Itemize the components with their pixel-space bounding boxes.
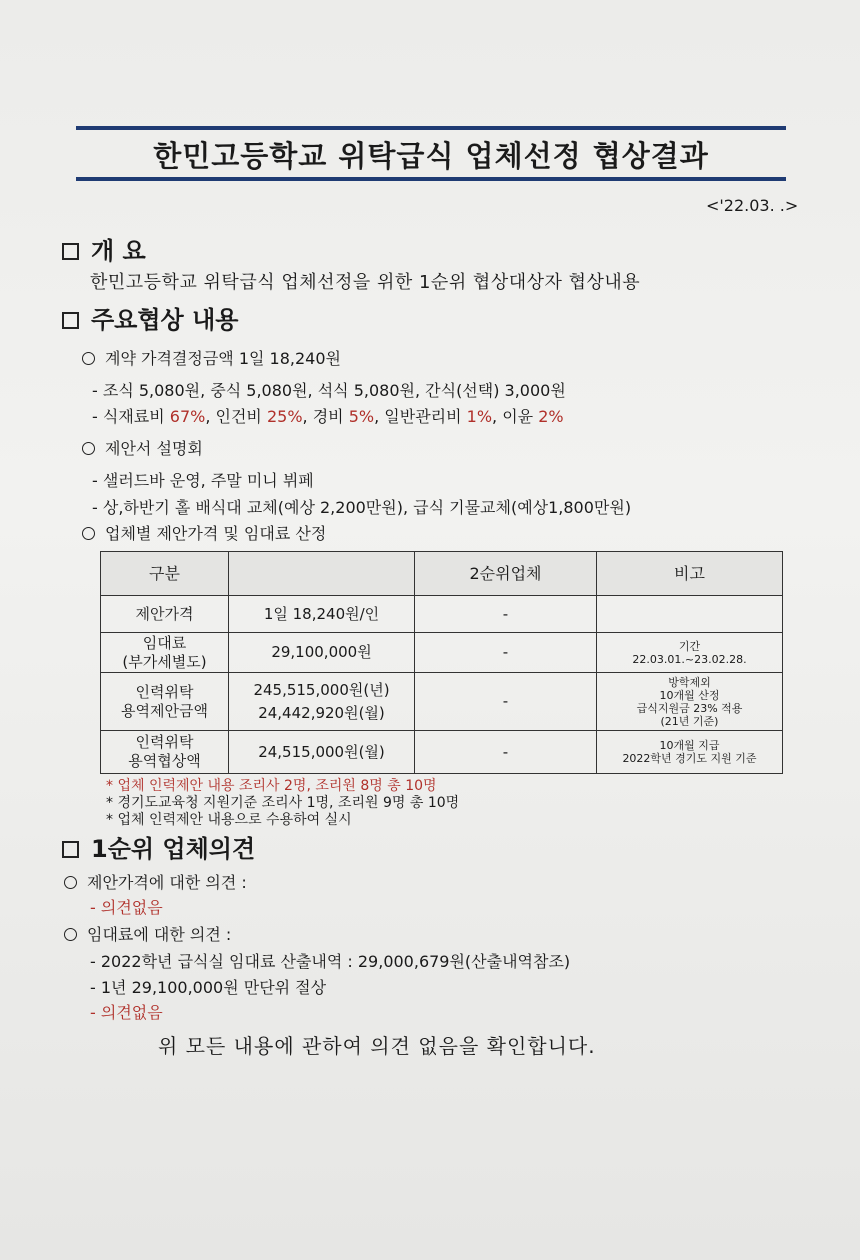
circle-bullet-icon bbox=[82, 352, 95, 365]
circle-bullet-icon bbox=[82, 442, 95, 455]
staff-note-vendor: * 업체 인력제안 내용 조리사 2명, 조리원 8명 총 10명 bbox=[106, 778, 437, 794]
row-value bbox=[229, 673, 415, 731]
cost-ratio-line bbox=[92, 404, 564, 427]
table-row bbox=[101, 596, 783, 633]
row-category bbox=[101, 633, 229, 673]
header-category: 구분 bbox=[101, 552, 229, 596]
row-second-vendor: - bbox=[415, 731, 597, 774]
contract-item bbox=[82, 346, 341, 369]
price-opinion-answer: - 의견없음 bbox=[90, 898, 163, 917]
contract-label: 계약 가격결정금액 1일 18,240원 bbox=[105, 349, 341, 368]
remark-line1: 기간 bbox=[678, 639, 701, 653]
row-value: 1일 18,240원/인 bbox=[229, 596, 415, 633]
rent-opinion-item bbox=[64, 922, 231, 945]
remark-line2: 10개월 산정 bbox=[659, 688, 720, 702]
labor-cost-pct: 25% bbox=[266, 407, 303, 426]
row-second-vendor: - bbox=[415, 596, 597, 633]
main-heading-text: 주요협상 내용 bbox=[91, 306, 239, 334]
admin-label: , 일반관리비 bbox=[374, 407, 467, 426]
row-category-line2: (부가세별도) bbox=[122, 652, 207, 671]
expense-pct: 5% bbox=[348, 407, 375, 426]
pricing-item bbox=[82, 521, 326, 544]
row-remarks bbox=[597, 596, 783, 633]
contract-meals: - 조식 5,080원, 중식 5,080원, 석식 5,080원, 간식(선택) 3,000원 bbox=[92, 381, 566, 400]
pricing-label: 업체별 제안가격 및 임대료 산정 bbox=[105, 524, 327, 543]
food-cost-pct: 67% bbox=[169, 407, 206, 426]
table-row bbox=[101, 673, 783, 731]
remark-line2: 22.03.01.~23.02.28. bbox=[632, 652, 747, 666]
overview-heading bbox=[62, 231, 146, 266]
staff-note-accept: * 업체 인력제안 내용으로 수용하여 실시 bbox=[106, 812, 352, 828]
main-heading bbox=[62, 300, 238, 335]
row-remarks bbox=[597, 633, 783, 673]
table-row bbox=[101, 633, 783, 673]
opinion-heading-text: 1순위 업체의견 bbox=[91, 835, 256, 863]
row-second-vendor: - bbox=[415, 673, 597, 731]
table-header-row bbox=[101, 552, 783, 596]
briefing-item-1: - 샐러드바 운영, 주말 미니 뷔페 bbox=[92, 471, 314, 490]
rent-opinion-item-2: - 1년 29,100,000원 만단위 절상 bbox=[90, 978, 327, 997]
price-opinion-label: 제안가격에 대한 의견 : bbox=[87, 873, 247, 892]
labor-label: , 인건비 bbox=[205, 407, 267, 426]
briefing-item bbox=[82, 436, 203, 459]
checkbox-square-icon bbox=[62, 243, 79, 260]
row-category bbox=[101, 731, 229, 774]
circle-bullet-icon bbox=[82, 527, 95, 540]
checkbox-square-icon bbox=[62, 312, 79, 329]
header-second-vendor: 2순위업체 bbox=[415, 552, 597, 596]
row-second-vendor: - bbox=[415, 633, 597, 673]
opinion-heading bbox=[62, 829, 255, 864]
closing-statement: 위 모든 내용에 관하여 의견 없음을 확인합니다. bbox=[158, 1034, 596, 1058]
row-remarks bbox=[597, 673, 783, 731]
briefing-item-2: - 상,하반기 홀 배식대 교체(예상 2,200만원), 급식 기물교체(예상1,800만원) bbox=[92, 498, 632, 517]
profit-label: , 이윤 bbox=[492, 407, 539, 426]
expense-label: , 경비 bbox=[302, 407, 349, 426]
rent-opinion-item-1: - 2022학년 급식실 임대료 산출내역 : 29,000,679원(산출내역참조) bbox=[90, 952, 571, 971]
briefing-label: 제안서 설명회 bbox=[105, 439, 203, 458]
price-opinion-item bbox=[64, 870, 247, 893]
remark-line1: 10개월 지급 bbox=[659, 739, 720, 752]
remark-line2: 2022학년 경기도 지원 기준 bbox=[622, 752, 757, 765]
row-value: 24,515,000원(월) bbox=[229, 731, 415, 774]
page-title: 한민고등학교 위탁급식 업체선정 협상결과 bbox=[153, 139, 709, 173]
header-remarks: 비고 bbox=[597, 552, 783, 596]
document-date: <'22.03. .> bbox=[706, 196, 799, 215]
row-category-line1: 임대료 bbox=[142, 633, 187, 652]
admin-pct: 1% bbox=[466, 407, 493, 426]
checkbox-square-icon bbox=[62, 841, 79, 858]
rent-opinion-answer: - 의견없음 bbox=[90, 1003, 163, 1022]
pricing-table bbox=[100, 551, 783, 774]
header-first-vendor bbox=[229, 552, 415, 596]
overview-text: 한민고등학교 위탁급식 업체선정을 위한 1순위 협상대상자 협상내용 bbox=[90, 272, 641, 293]
rent-opinion-label: 임대료에 대한 의견 : bbox=[87, 925, 232, 944]
staff-note-standard: * 경기도교육청 지원기준 조리사 1명, 조리원 9명 총 10명 bbox=[106, 795, 460, 811]
title-top-rule bbox=[76, 126, 786, 130]
circle-bullet-icon bbox=[64, 928, 77, 941]
row-category-line1: 인력위탁 bbox=[135, 733, 194, 751]
remark-line4: (21년 기준) bbox=[660, 714, 719, 728]
title-bottom-rule bbox=[76, 177, 786, 181]
row-value-line1: 245,515,000원(년) bbox=[253, 680, 390, 699]
ratio-prefix: - 식재료비 bbox=[92, 407, 170, 426]
remark-line1: 방학제외 bbox=[668, 675, 711, 689]
row-category: 제안가격 bbox=[101, 596, 229, 633]
row-value-line2: 24,442,920원(월) bbox=[258, 703, 385, 722]
overview-heading-text: 개 요 bbox=[91, 237, 146, 265]
row-value: 29,100,000원 bbox=[229, 633, 415, 673]
row-category-line1: 인력위탁 bbox=[135, 682, 194, 701]
table-row bbox=[101, 731, 783, 774]
row-category bbox=[101, 673, 229, 731]
profit-pct: 2% bbox=[538, 407, 564, 426]
row-category-line2: 용역제안금액 bbox=[121, 701, 208, 720]
remark-line3: 급식지원금 23% 적용 bbox=[636, 701, 743, 715]
row-remarks bbox=[597, 731, 783, 774]
circle-bullet-icon bbox=[64, 876, 77, 889]
row-category-line2: 용역협상액 bbox=[128, 752, 201, 770]
